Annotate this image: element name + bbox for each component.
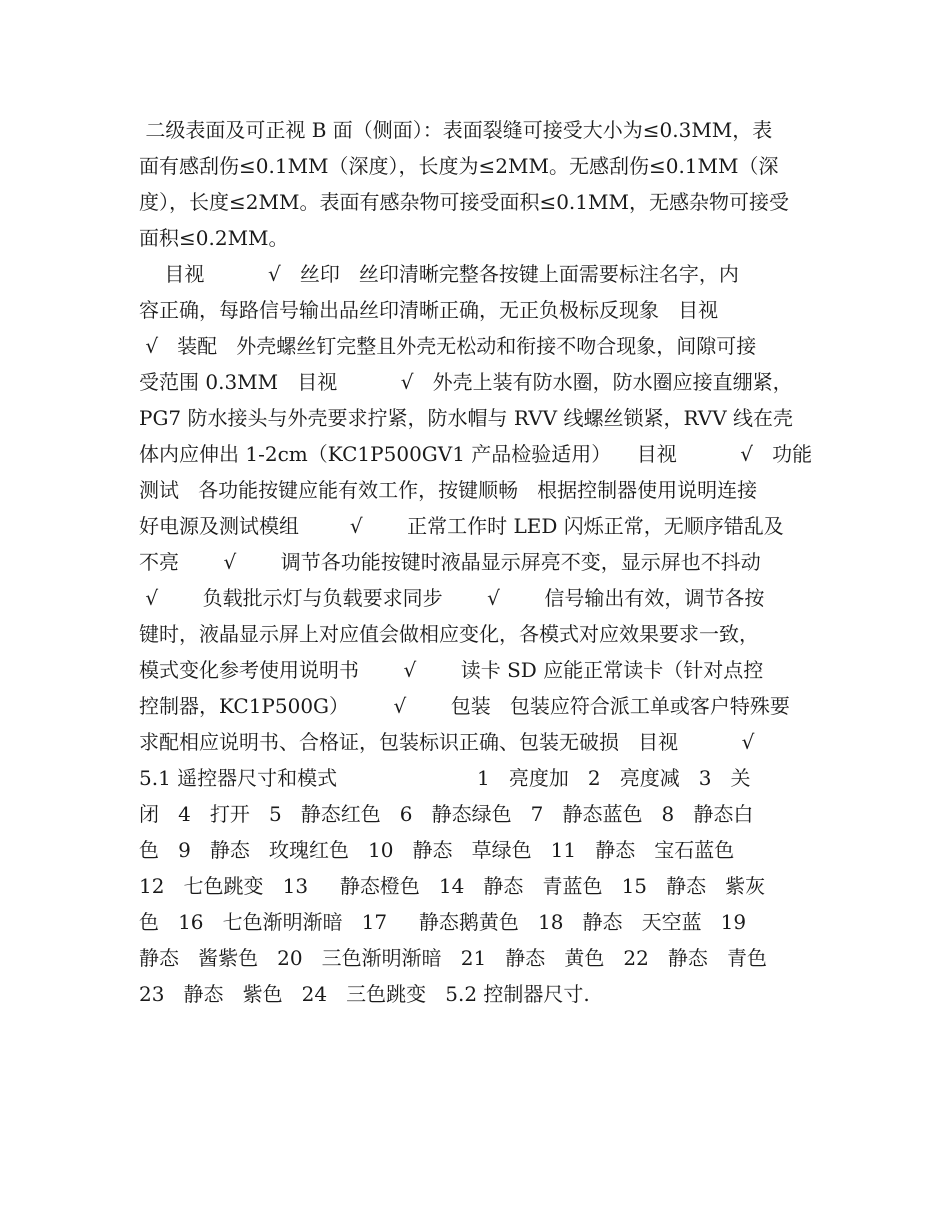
text-line-10: 体内应伸出 1-2cm（KC1P500GV1 产品检验适用） 目视 √ 功能 [139, 442, 813, 466]
text-line-24: 静态 酱紫色 20 三色渐明渐暗 21 静态 黄色 22 静态 青色 [139, 946, 767, 970]
text-line-15: 键时，液晶显示屏上对应值会做相应变化，各模式对应效果要求一致， [139, 622, 759, 646]
text-line-14: √ 负载批示灯与负载要求同步 √ 信号输出有效，调节各按 [139, 586, 765, 610]
text-line-12: 好电源及测试模组 √ 正常工作时 LED 闪烁正常，无顺序错乱及 [139, 514, 784, 538]
text-line-18: 求配相应说明书、合格证，包装标识正确、包装无破损 目视 √ [139, 730, 755, 754]
text-line-9: PG7 防水接头与外壳要求拧紧，防水帽与 RVV 线螺丝锁紧，RVV 线在壳 [139, 406, 794, 430]
text-line-2: 面有感刮伤≤0.1MM（深度），长度为≤2MM。无感刮伤≤0.1MM（深 [139, 154, 779, 178]
text-line-21: 色 9 静态 玫瑰红色 10 静态 草绿色 11 静态 宝石蓝色 [139, 838, 735, 862]
text-line-25: 23 静态 紫色 24 三色跳变 5.2 控制器尺寸. [139, 982, 590, 1006]
text-line-6: 容正确，每路信号输出品丝印清晰正确，无正负极标反现象 目视 [139, 298, 719, 322]
text-line-20: 闭 4 打开 5 静态红色 6 静态绿色 7 静态蓝色 8 静态白 [139, 802, 754, 826]
text-line-4: 面积≤0.2MM。 [139, 226, 289, 250]
text-line-23: 色 16 七色渐明渐暗 17 静态鹅黄色 18 静态 天空蓝 19 [139, 910, 747, 934]
text-line-7: √ 装配 外壳螺丝钉完整且外壳无松动和衔接不吻合现象，间隙可接 [139, 334, 757, 358]
text-line-17: 控制器，KC1P500G） √ 包装 包装应符合派工单或客户特殊要 [139, 694, 790, 718]
text-line-8: 受范围 0.3MM 目视 √ 外壳上装有防水圈，防水圈应接直绷紧， [139, 370, 793, 394]
text-line-22: 12 七色跳变 13 静态橙色 14 静态 青蓝色 15 静态 紫灰 [139, 874, 766, 898]
text-line-19: 5.1 遥控器尺寸和模式 1 亮度加 2 亮度减 3 关 [139, 766, 751, 790]
text-line-11: 测试 各功能按键应能有效工作，按键顺畅 根据控制器使用说明连接 [139, 478, 758, 502]
text-line-1: 二级表面及可正视 B 面（侧面）：表面裂缝可接受大小为≤0.3MM，表 [139, 118, 773, 142]
text-line-3: 度），长度≤2MM。表面有感杂物可接受面积≤0.1MM，无感杂物可接受 [139, 190, 789, 214]
text-line-5: 目视 √ 丝印 丝印清晰完整各按键上面需要标注名字，内 [139, 262, 739, 286]
text-line-16: 模式变化参考使用说明书 √ 读卡 SD 应能正常读卡（针对点控 [139, 658, 764, 682]
text-line-13: 不亮 √ 调节各功能按键时液晶显示屏亮不变，显示屏也不抖动 [139, 550, 761, 574]
